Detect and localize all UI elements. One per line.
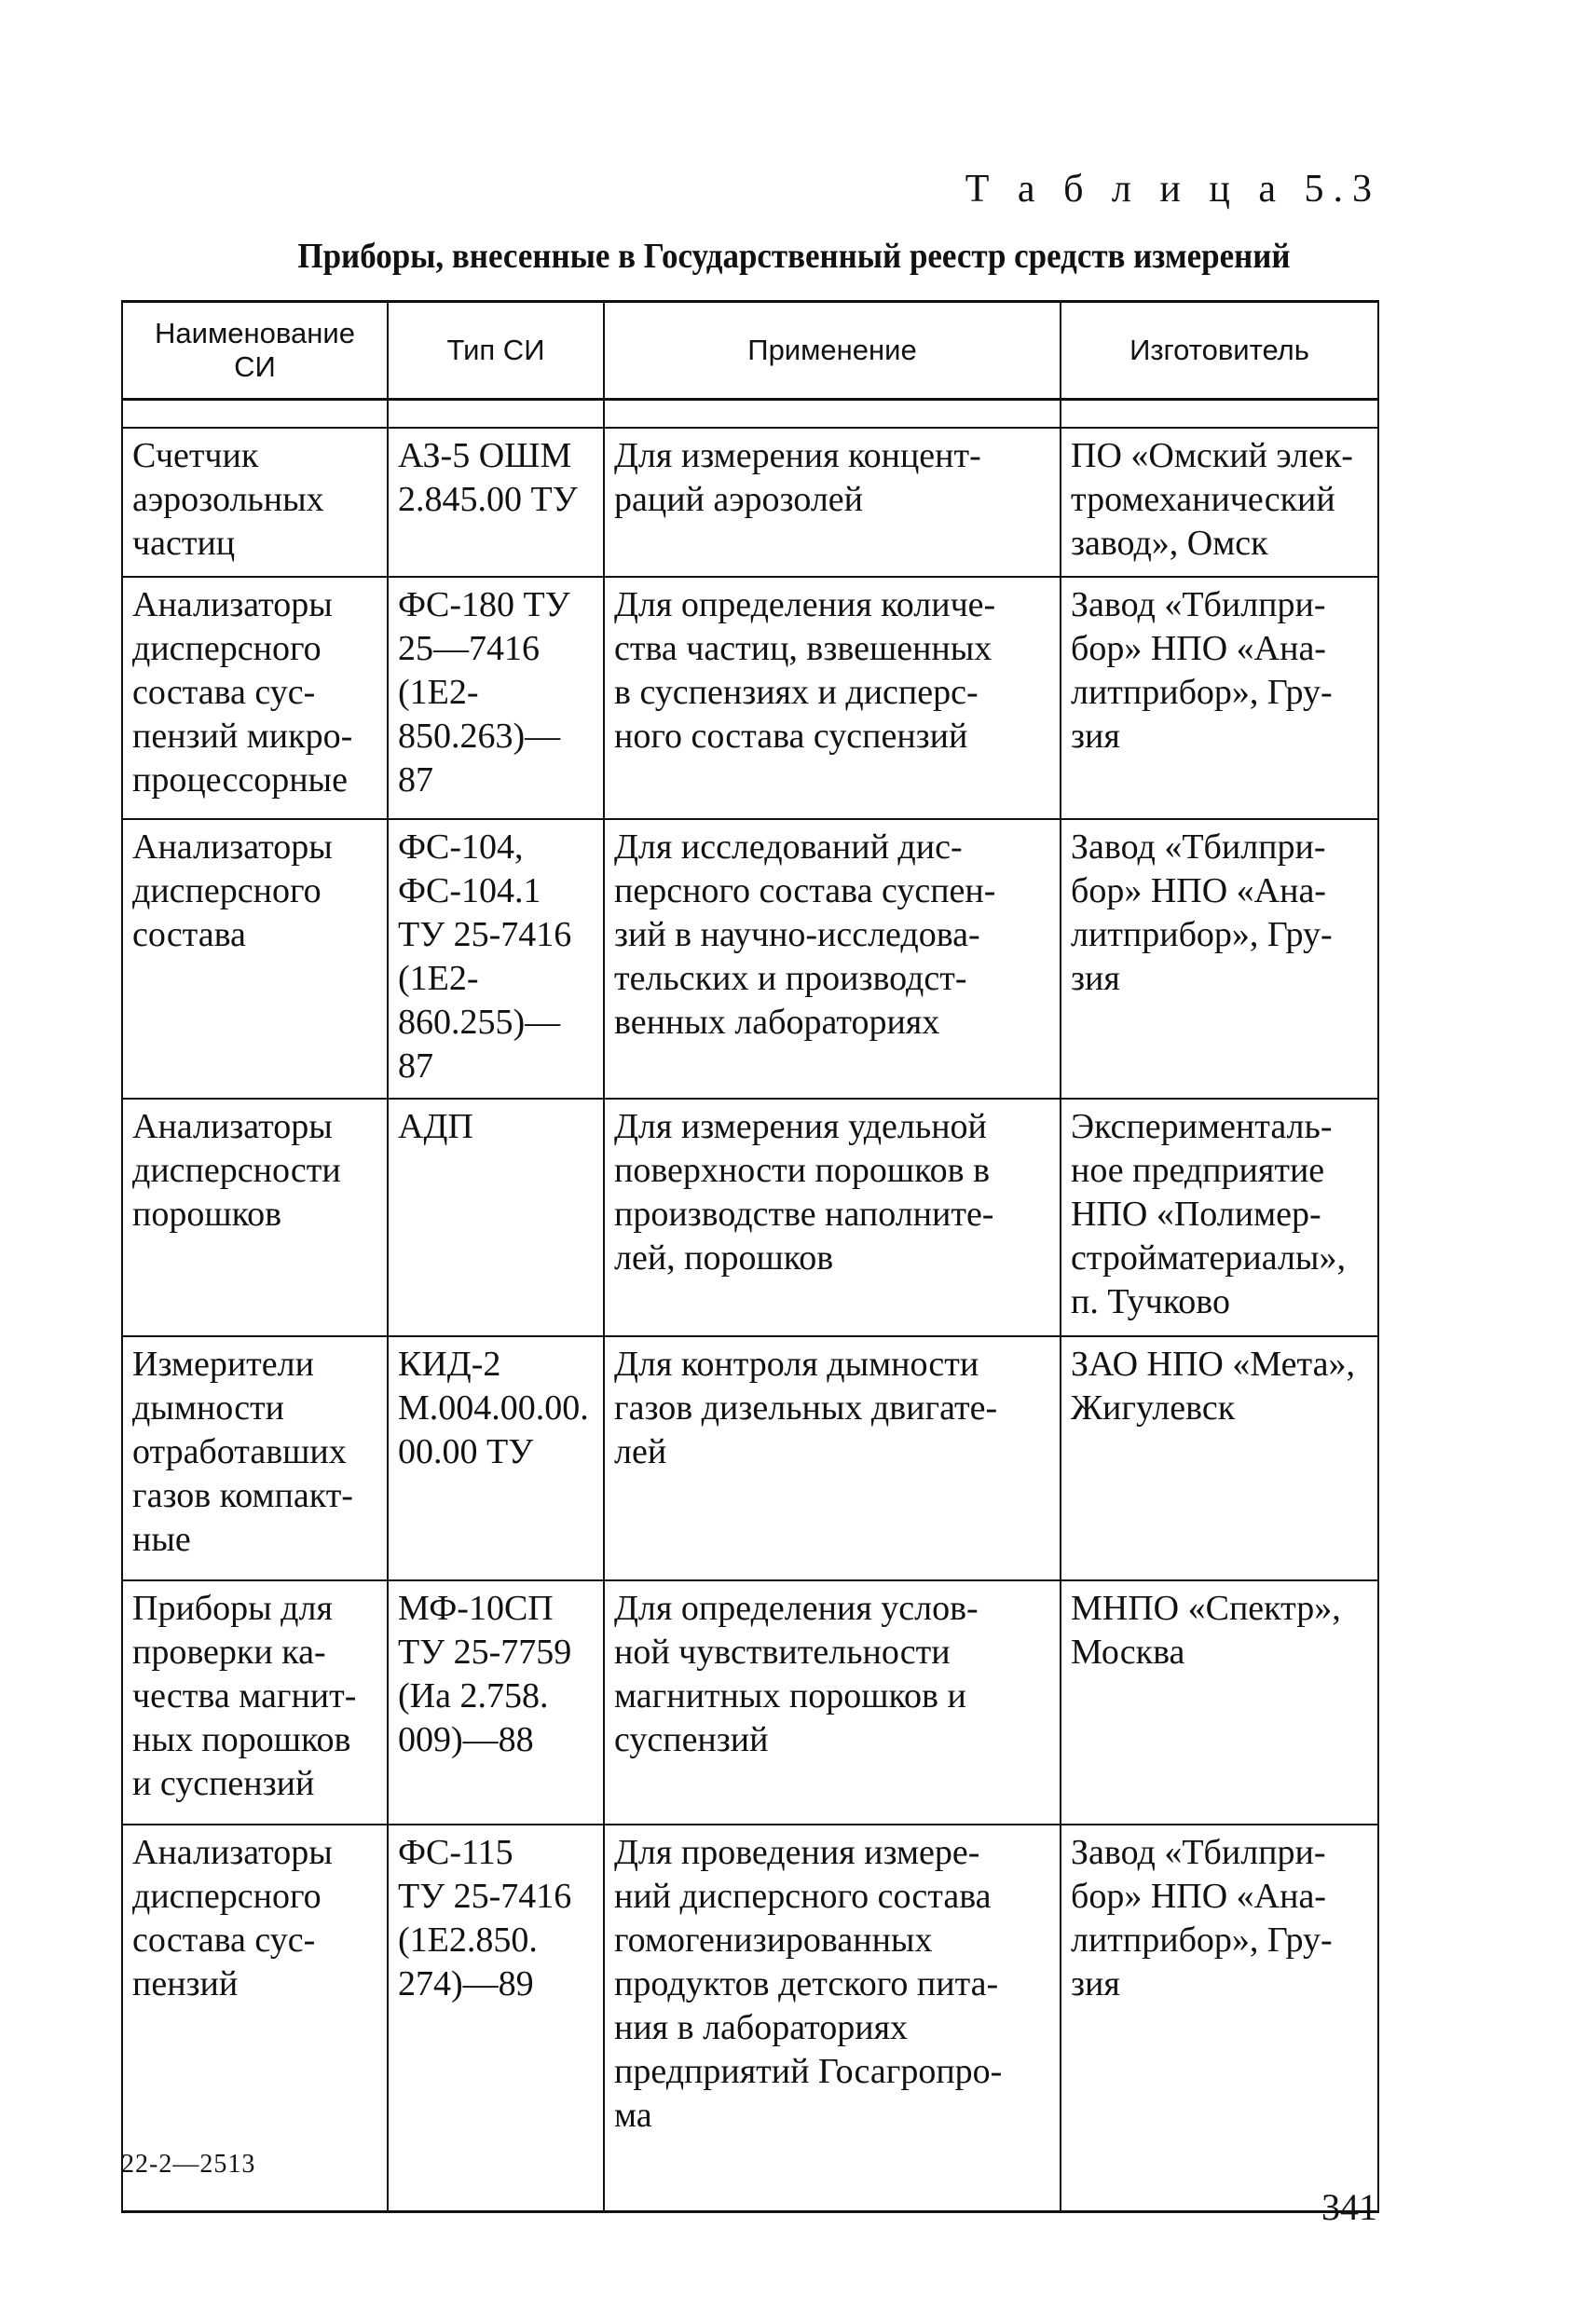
- instruments-register-table: [121, 300, 1379, 2213]
- header-application: Применение: [604, 302, 1061, 400]
- spacer-cell: [1061, 400, 1378, 429]
- cell-manufacturer: Завод «Тбилпри- бор» НПО «Ана- литприбор», Гру- зия: [1061, 819, 1378, 1099]
- cell-name: Анализаторы дисперсного состава сус- пензий: [122, 1825, 388, 2211]
- cell-name: Измерители дымности отработавших газов компакт- ные: [122, 1336, 388, 1580]
- cell-type: АДП: [388, 1099, 604, 1336]
- cell-name: Приборы для проверки ка- чества магнит- ных порошков и суспензий: [122, 1580, 388, 1825]
- header-manufacturer: Изготовитель: [1061, 302, 1378, 400]
- cell-application: Для определения количе- ства частиц, взвешенных в суспензиях и дисперс- ного состава суспензий: [604, 577, 1061, 819]
- table-row: [122, 577, 1378, 819]
- print-code: 22-2—2513: [121, 2150, 256, 2179]
- cell-application: Для определения услов- ной чувствительности магнитных порошков и суспензий: [604, 1580, 1061, 1825]
- cell-type: ФС-104, ФС-104.1 ТУ 25-7416 (1Е2- 860.255)—87: [388, 819, 604, 1099]
- table-label: Т а б л и ц а 5.3: [965, 168, 1381, 211]
- table-title: Приборы, внесенные в Государственный реестр средств измерений: [297, 237, 1291, 276]
- cell-application: Для измерения удельной поверхности порошков в производстве наполните- лей, порошков: [604, 1099, 1061, 1336]
- cell-application: Для проведения измере- ний дисперсного состава гомогенизированных продуктов детского пита- ния в лабораториях предприятий Госагропро- ма: [604, 1825, 1061, 2211]
- header-name: Наименование СИ: [122, 302, 388, 400]
- table-row: [122, 428, 1378, 577]
- page-number: 341: [1321, 2186, 1377, 2228]
- cell-type: МФ-10СП ТУ 25-7759 (Иа 2.758. 009)—88: [388, 1580, 604, 1825]
- spacer-cell: [122, 400, 388, 429]
- cell-manufacturer: Завод «Тбилпри- бор» НПО «Ана- литприбор», Гру- зия: [1061, 1825, 1378, 2211]
- table-row: [122, 1580, 1378, 1825]
- header-spacer-row: [122, 400, 1378, 429]
- cell-type: ФС-180 ТУ 25—7416 (1Е2- 850.263)—87: [388, 577, 604, 819]
- spacer-cell: [388, 400, 604, 429]
- cell-manufacturer: МНПО «Спектр», Москва: [1061, 1580, 1378, 1825]
- spacer-cell: [604, 400, 1061, 429]
- cell-name: Счетчик аэрозольных частиц: [122, 428, 388, 577]
- cell-application: Для измерения концент- раций аэрозолей: [604, 428, 1061, 577]
- header-type: Тип СИ: [388, 302, 604, 400]
- cell-name: Анализаторы дисперсного состава: [122, 819, 388, 1099]
- cell-manufacturer: ПО «Омский элек- тромеханический завод», Омск: [1061, 428, 1378, 577]
- cell-manufacturer: Завод «Тбилпри- бор» НПО «Ана- литприбор», Гру- зия: [1061, 577, 1378, 819]
- cell-name: Анализаторы дисперсности порошков: [122, 1099, 388, 1336]
- table-row: [122, 1099, 1378, 1336]
- table-row: [122, 819, 1378, 1099]
- cell-application: Для контроля дымности газов дизельных двигате- лей: [604, 1336, 1061, 1580]
- table-row: [122, 1336, 1378, 1580]
- cell-name: Анализаторы дисперсного состава сус- пензий микро- процессорные: [122, 577, 388, 819]
- cell-type: КИД-2 М.004.00.00. 00.00 ТУ: [388, 1336, 604, 1580]
- table-header-row: [122, 302, 1378, 400]
- cell-manufacturer: Эксперименталь- ное предприятие НПО «Полимер- стройматериалы», п. Тучково: [1061, 1099, 1378, 1336]
- cell-manufacturer: ЗАО НПО «Мета», Жигулевск: [1061, 1336, 1378, 1580]
- cell-type: АЗ-5 ОШМ 2.845.00 ТУ: [388, 428, 604, 577]
- table-row: [122, 1825, 1378, 2211]
- cell-application: Для исследований дис- персного состава суспен- зий в научно-исследова- тельских и производст- венных лабораториях: [604, 819, 1061, 1099]
- cell-type: ФС-115 ТУ 25-7416 (1Е2.850. 274)—89: [388, 1825, 604, 2211]
